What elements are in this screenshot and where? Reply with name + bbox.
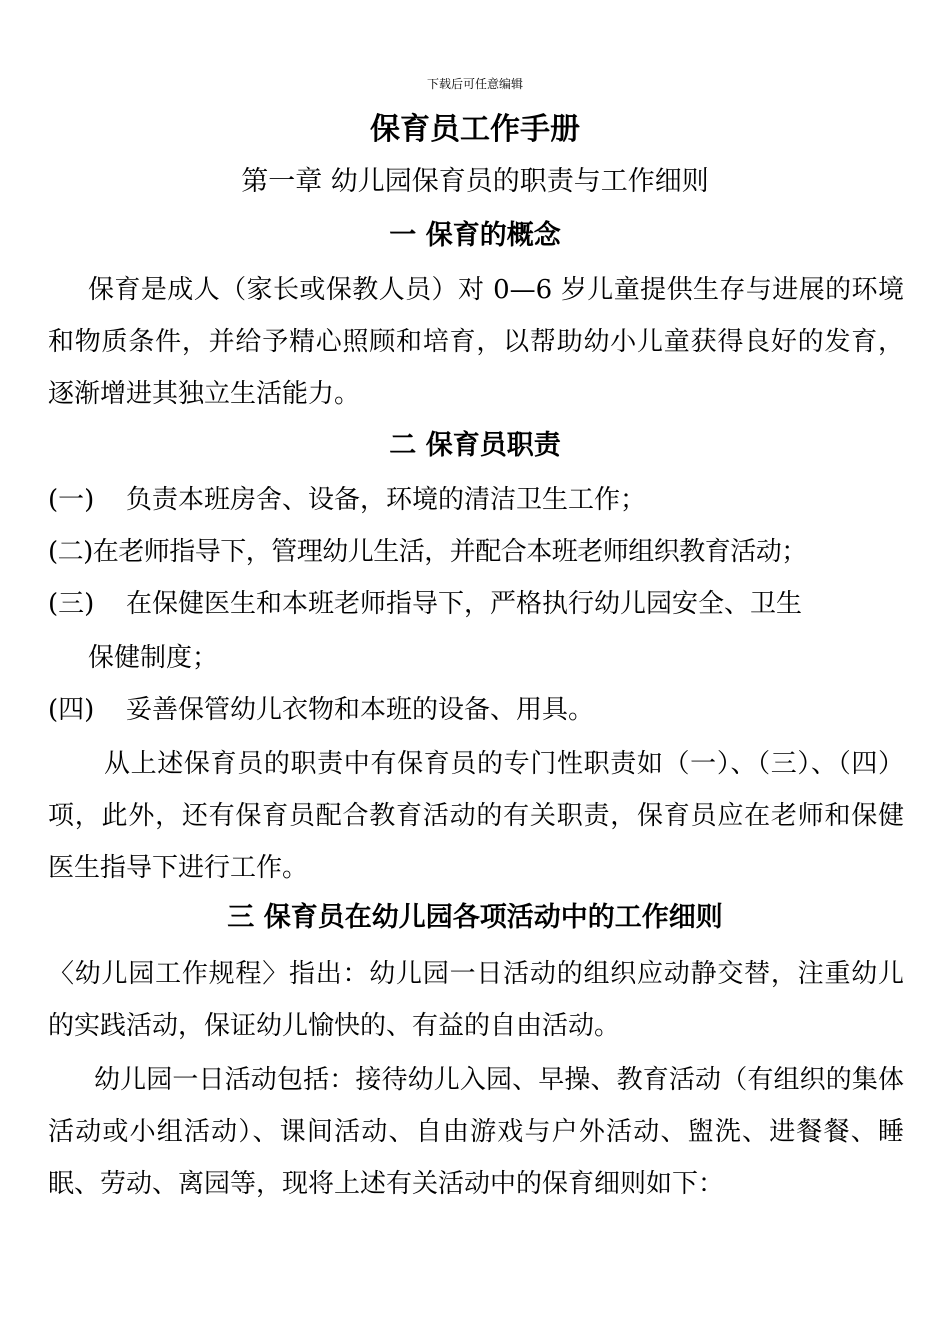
header-note: 下载后可任意编辑 (426, 77, 523, 91)
duty-item-text: 负责本班房舍、设备，环境的清洁卫生工作； (126, 485, 647, 515)
section3-heading: 三 保育员在幼儿园各项活动中的工作细则 (227, 902, 723, 933)
chapter-title: 第一章 幼儿园保育员的职责与工作细则 (241, 166, 709, 197)
section2-paragraph: 从上述保育员的职责中有保育员的专门性职责如（一）、（三）、（四）项，此外，还有保育员配合教育活动的有关职责，保育员应在老师和保健医生指导下进行工作。 (48, 749, 904, 883)
section1-heading: 一 保育的概念 (389, 220, 561, 251)
duty-item-number: (三) (48, 589, 95, 619)
duty-item-text: 妥善保管幼儿衣物和本班的设备、用具。 (126, 695, 595, 725)
duty-item-4 (48, 684, 904, 736)
duty-item-3 (48, 578, 904, 630)
duty-item-number: (二) (48, 537, 93, 567)
duty-item-3-continuation: 保健制度； (88, 643, 219, 673)
section3-paragraph-1: 〈幼儿园工作规程〉指出：幼儿园一日活动的组织应动静交替，注重幼儿的实践活动，保证幼儿愉快的、有益的自由活动。 (48, 959, 904, 1041)
duty-item-number: (四) (48, 695, 95, 725)
duty-item-2 (48, 526, 904, 578)
duty-item-1 (48, 474, 904, 526)
section2-heading: 二 保育员职责 (389, 430, 561, 461)
section3-paragraph-2: 幼儿园一日活动包括：接待幼儿入园、早操、教育活动（有组织的集体活动或小组活动）、课间活动、自由游戏与户外活动、盥洗、进餐餐、睡眠、劳动、离园等，现将上述有关活动中的保育细则如下： (48, 1065, 904, 1199)
duty-item-text: 在老师指导下，管理幼儿生活，并配合本班老师组织教育活动； (92, 537, 807, 567)
duty-item-text: 在保健医生和本班老师指导下，严格执行幼儿园安全、卫生 (126, 589, 803, 619)
duty-item-number: (一) (48, 485, 95, 515)
document-title: 保育员工作手册 (370, 112, 580, 147)
section1-paragraph: 保育是成人（家长或保教人员）对 0—6 岁儿童提供生存与进展的环境和物质条件，并给予精心照顾和培育，以帮助幼小儿童获得良好的发育，逐渐增进其独立生活能力。 (48, 275, 904, 409)
